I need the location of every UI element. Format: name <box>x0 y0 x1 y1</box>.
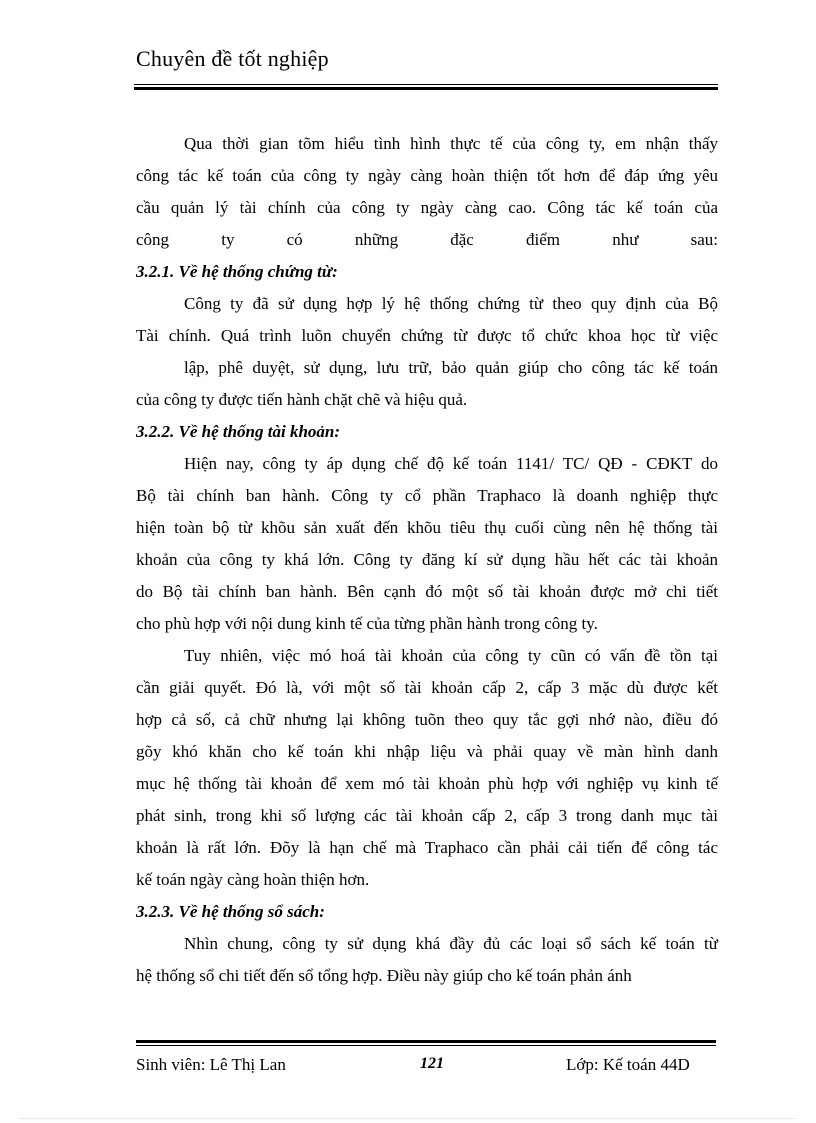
text-line: hệ thống sổ chi tiết đến sổ tổng hợp. Điều này giúp cho kế toán phản ánh <box>136 966 632 985</box>
text-line: công ty có những đặc điểm như sau: <box>136 230 718 249</box>
text-line: khoản là rất lớn. Đõy là hạn chế mà Traphaco cần phải cải tiến để công tác <box>136 838 718 857</box>
text-line: lập, phê duyệt, sử dụng, lưu trữ, bảo quản giúp cho công tác kế toán <box>184 358 718 377</box>
section-heading-accounts: 3.2.2. Về hệ thống tài khoản: <box>136 422 341 441</box>
text-line: Công ty đã sử dụng hợp lý hệ thống chứng từ theo quy định của Bộ <box>184 294 718 313</box>
text-line: của công ty được tiến hành chặt chẽ và hiệu quả. <box>136 390 468 409</box>
header-divider-thin <box>134 84 718 85</box>
document-body <box>136 128 718 992</box>
student-name: Sinh viên: Lê Thị Lan <box>136 1055 286 1074</box>
vouchers-paragraph <box>136 288 718 416</box>
text-line: hiện toàn bộ từ khõu sản xuất đến khõu tiêu thụ cuối cùng nên hệ thống tài <box>136 518 718 537</box>
section-heading-vouchers: 3.2.1. Về hệ thống chứng từ: <box>136 262 338 281</box>
text-line: Nhìn chung, công ty sử dụng khá đầy đủ các loại sổ sách kế toán từ <box>184 934 718 953</box>
text-line: Tài chính. Quá trình luõn chuyển chứng từ được tổ chức khoa học từ việc <box>136 326 718 345</box>
text-line: mục hệ thống tài khoản để xem mó tài khoản phù hợp với nghiệp vụ kinh tế <box>136 774 718 793</box>
footer-divider-thin <box>136 1045 716 1046</box>
text-line: phát sinh, trong khi số lượng các tài khoản cấp 2, cấp 3 trong danh mục tài <box>136 806 718 825</box>
text-line: do Bộ tài chính ban hành. Bên cạnh đó một số tài khoản được mở chi tiết <box>136 582 718 601</box>
accounts-paragraph-1 <box>136 448 718 640</box>
text-line: Hiện nay, công ty áp dụng chế độ kế toán 1141/ TC/ QĐ - CĐKT do <box>184 454 718 473</box>
text-line: cho phù hợp với nội dung kinh tế của từng phần hành trong công ty. <box>136 614 598 633</box>
text-line: gõy khó khăn cho kế toán khi nhập liệu và phải quay về màn hình danh <box>136 742 718 761</box>
text-line: cần giải quyết. Đó là, với một số tài khoản cấp 2, cấp 3 mặc dù được kết <box>136 678 718 697</box>
text-line: hợp cả số, cả chữ nhưng lại không tuõn theo quy tắc gợi nhớ nào, điều đó <box>136 710 718 729</box>
page-number: 121 <box>420 1055 444 1072</box>
text-line: Bộ tài chính ban hành. Công ty cổ phần Traphaco là doanh nghiệp thực <box>136 486 718 505</box>
accounts-paragraph-2 <box>136 640 718 896</box>
books-paragraph <box>136 928 718 992</box>
text-line: công tác kế toán của công ty ngày càng hoàn thiện tốt hơn để đáp ứng yêu <box>136 166 718 185</box>
intro-paragraph <box>136 128 718 256</box>
text-line: cầu quản lý tài chính của công ty ngày càng cao. Công tác kế toán của <box>136 198 718 217</box>
footer-divider-thick <box>136 1040 716 1043</box>
text-line: Qua thời gian tõm hiểu tình hình thực tế của công ty, em nhận thấy <box>184 134 718 153</box>
text-line: kế toán ngày càng hoàn thiện hơn. <box>136 870 370 889</box>
page-bottom-edge <box>20 1118 796 1119</box>
class-name: Lớp: Kế toán 44D <box>566 1055 690 1074</box>
document-title: Chuyên đề tốt nghiệp <box>136 46 329 71</box>
section-heading-books: 3.2.3. Về hệ thống sổ sách: <box>136 902 325 921</box>
text-line: Tuy nhiên, việc mó hoá tài khoản của công ty cũn có vấn đề tồn tại <box>184 646 718 665</box>
header-divider-thick <box>134 87 718 90</box>
text-line: khoản của công ty khá lớn. Công ty đăng kí sử dụng hầu hết các tài khoản <box>136 550 718 569</box>
